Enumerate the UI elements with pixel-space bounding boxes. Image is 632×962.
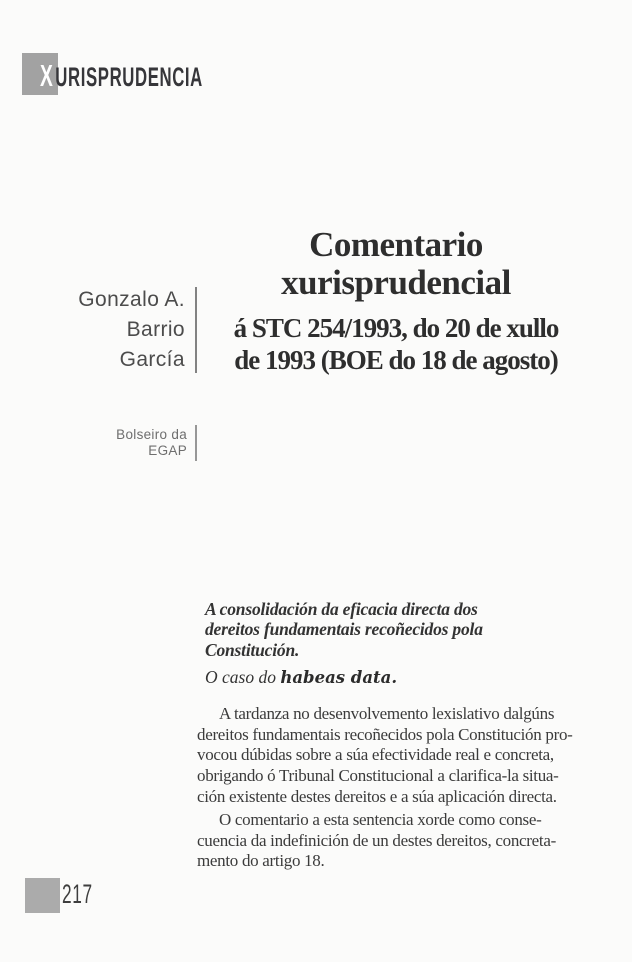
abstract-case-line <box>205 667 605 688</box>
section-header-rest: URISPRUDENCIA <box>55 62 203 92</box>
title-line-1: Comentario <box>309 225 483 264</box>
body-paragraph-2 <box>197 810 622 872</box>
author-name <box>0 285 185 375</box>
body-text-line: cuencia da indefinición de un destes dereitos, concreta- <box>197 830 556 850</box>
section-header <box>40 60 203 91</box>
abstract-line: A consolidación da eficacia directa dos <box>205 599 478 619</box>
page-number: 217 <box>62 879 93 909</box>
body-text-line: obrigando ó Tribunal Constitucional a clarifica-la situa- <box>197 766 559 786</box>
title-line-3: á STC 254/1993, do 20 de xullo <box>233 313 559 343</box>
affiliation-line: EGAP <box>148 443 187 458</box>
page-number-marker-square <box>25 878 60 913</box>
body-text-line: dereitos fundamentais recoñecidos pola Constitución pro- <box>197 724 573 744</box>
body-text-line: mento do artigo 18. <box>197 851 325 871</box>
affiliation-divider-rule <box>195 425 197 461</box>
affiliation-line: Bolseiro da <box>116 427 187 442</box>
abstract-line: dereitos fundamentais recoñecidos pola <box>205 619 483 640</box>
body-text-line: ción existente destes dereitos e a súa aplicación directa. <box>197 786 557 806</box>
title-line-4: de 1993 (BOE do 18 de agosto) <box>234 345 558 375</box>
article-title <box>196 226 596 376</box>
abstract-case-prefix: O caso do <box>205 667 281 687</box>
title-line-2: xurisprudencial <box>281 263 511 302</box>
abstract-line: Constitución. <box>205 639 300 660</box>
author-affiliation <box>0 427 187 459</box>
body-text-line: O comentario a esta sentencia xorde como conse- <box>219 810 542 829</box>
author-name-line: Barrio <box>126 318 185 341</box>
abstract-thesis <box>205 599 605 660</box>
body-text-line: vocou dúbidas sobre a súa efectividade real e concreta, <box>197 745 554 765</box>
body-paragraph-1 <box>197 704 622 808</box>
abstract-case-term: habeas data. <box>280 668 398 687</box>
body-text-line: A tardanza no desenvolvemento lexislativo dalgúns <box>219 704 555 723</box>
author-name-line: García <box>119 348 185 371</box>
author-name-line: Gonzalo A. <box>78 288 185 311</box>
section-header-initial: X <box>40 58 54 93</box>
